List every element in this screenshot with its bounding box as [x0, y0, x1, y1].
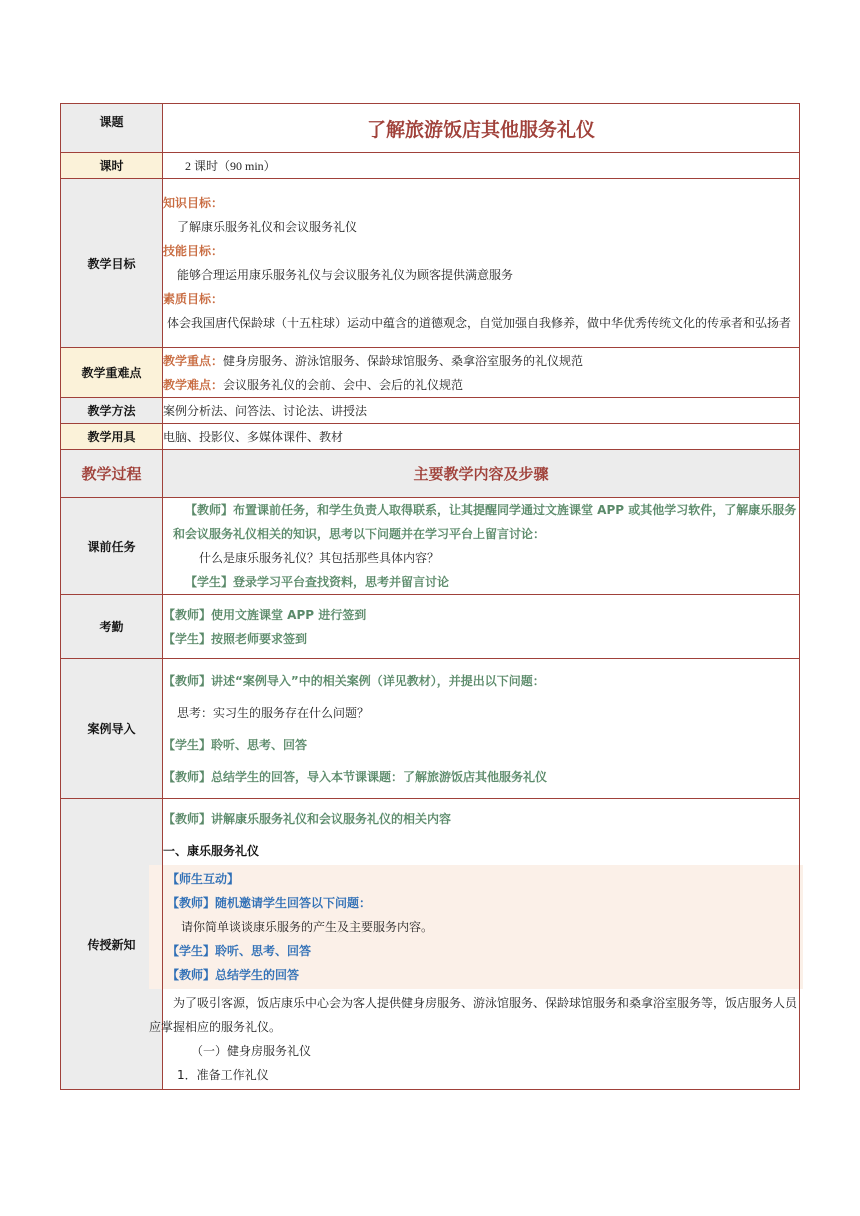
tools-value: 电脑、投影仪、多媒体课件、教材: [163, 424, 800, 450]
interaction-student: 【学生】聆听、思考、回答: [167, 944, 312, 958]
knowledge-goal-text: 了解康乐服务礼仪和会议服务礼仪: [177, 220, 358, 234]
case-intro-label: 案例导入: [61, 659, 163, 799]
topic-label: 课题: [61, 104, 163, 153]
goals-row: [61, 179, 800, 348]
pre-class-question: 什么是康乐服务礼仪？其包括那些具体内容？: [199, 551, 440, 565]
hours-label: 课时: [61, 153, 163, 179]
methods-value: 案例分析法、问答法、讨论法、讲授法: [163, 398, 800, 424]
section-1-paragraph: 为了吸引客源，饭店康乐中心会为客人提供健身房服务、游泳馆服务、保龄球馆服务和桑拿浴室服务等，饭店服务人员应掌握相应的服务礼仪。: [149, 996, 798, 1034]
goals-label: 教学目标: [61, 179, 163, 348]
lesson-plan-table: [60, 103, 800, 1090]
attendance-teacher: 【教师】使用文旌课堂 APP 进行签到: [163, 607, 367, 622]
attendance-row: [61, 595, 800, 659]
case-intro-content: [163, 659, 800, 799]
pre-class-content: [163, 498, 800, 595]
pre-class-student: 【学生】登录学习平台查找资料，思考并留言讨论: [185, 575, 450, 589]
skill-goal-text: 能够合理运用康乐服务礼仪与会议服务礼仪为顾客提供满意服务: [177, 268, 514, 282]
lesson-title: 了解旅游饭店其他服务礼仪: [163, 104, 800, 153]
attendance-content: [163, 595, 800, 659]
key-points-row: [61, 348, 800, 398]
case-intro-summary: 【教师】总结学生的回答，导入本节课课题：了解旅游饭店其他服务礼仪: [163, 769, 548, 784]
case-intro-teacher: 【教师】讲述“案例导入”中的相关案例（详见教材），并提出以下问题：: [163, 673, 545, 688]
process-content-header: 主要教学内容及步骤: [163, 450, 800, 498]
key-points-label: 教学重难点: [61, 348, 163, 398]
pre-class-teacher: 【教师】布置课前任务，和学生负责人取得联系，让其提醒同学通过文旌课堂 APP 或其他学习软件，了解康乐服务和会议服务礼仪相关的知识，思考以下问题并在学习平台上留言讨论：: [173, 503, 797, 541]
hours-row: [61, 153, 800, 179]
goals-content: [163, 179, 800, 348]
case-intro-student: 【学生】聆听、思考、回答: [163, 737, 308, 752]
new-content-label: 传授新知: [61, 799, 163, 1090]
attendance-label: 考勤: [61, 595, 163, 659]
methods-row: [61, 398, 800, 424]
knowledge-goal-title: 知识目标：: [163, 196, 224, 210]
tools-label: 教学用具: [61, 424, 163, 450]
hours-value: 2 课时（90 min）: [163, 153, 800, 179]
key-points-content: [163, 348, 800, 398]
case-intro-row: [61, 659, 800, 799]
pre-class-label: 课前任务: [61, 498, 163, 595]
process-label: 教学过程: [61, 450, 163, 498]
topic-row: [61, 104, 800, 153]
tools-row: [61, 424, 800, 450]
new-content-row: [61, 799, 800, 1090]
quality-goal-text: 体会我国唐代保龄球（十五柱球）运动中蕴含的道德观念，自觉加强自我修养，做中华优秀传统文化的传承者和弘扬者: [167, 316, 792, 330]
subsection-1-item: 1．准备工作礼仪: [177, 1068, 269, 1082]
new-content-body: [149, 799, 800, 1090]
focus-text: 健身房服务、游泳馆服务、保龄球馆服务、桑拿浴室服务的礼仪规范: [223, 353, 584, 368]
process-header-row: [61, 450, 800, 498]
methods-label: 教学方法: [61, 398, 163, 424]
interaction-teacher: 【教师】随机邀请学生回答以下问题：: [167, 896, 372, 910]
interaction-title: 【师生互动】: [167, 872, 240, 886]
attendance-student: 【学生】按照老师要求签到: [163, 631, 308, 646]
teacher-student-interaction: [149, 865, 803, 989]
case-intro-think: 思考：实习生的服务存在什么问题？: [177, 705, 370, 720]
interaction-question: 请你简单谈谈康乐服务的产生及主要服务内容。: [181, 920, 434, 934]
difficulty-title: 教学难点：: [163, 377, 224, 392]
difficulty-text: 会议服务礼仪的会前、会中、会后的礼仪规范: [223, 377, 464, 392]
section-1-title: 一、康乐服务礼仪: [163, 844, 260, 858]
new-content-teacher: 【教师】讲解康乐服务礼仪和会议服务礼仪的相关内容: [163, 812, 452, 826]
subsection-1-title: （一）健身房服务礼仪: [191, 1044, 312, 1058]
interaction-summary: 【教师】总结学生的回答: [167, 968, 300, 982]
focus-title: 教学重点：: [163, 353, 224, 368]
quality-goal-title: 素质目标：: [163, 292, 224, 306]
pre-class-row: [61, 498, 800, 595]
skill-goal-title: 技能目标：: [163, 244, 224, 258]
